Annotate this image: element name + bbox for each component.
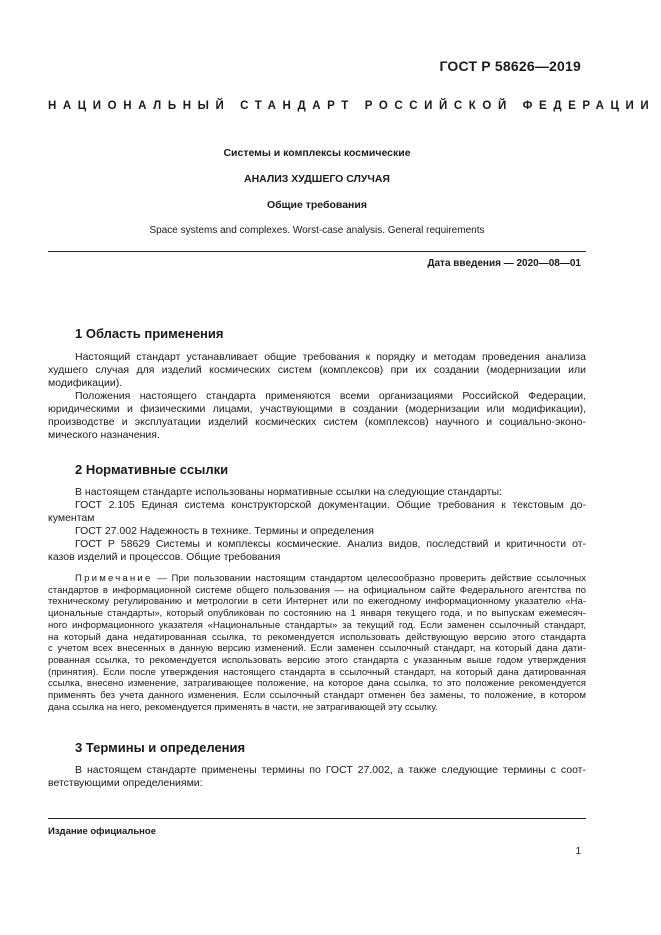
document-code: ГОСТ Р 58626—2019 bbox=[439, 58, 581, 74]
text-line: применять без учета данного изменения. Если ссылочный стандарт отменен без замены, то положение, в котором bbox=[48, 690, 586, 702]
reference-gost-2-105: ГОСТ 2.105 Единая система конструкторской документации. Общие требования к текстовым до- bbox=[75, 498, 586, 511]
introduction-date: Дата введения — 2020—08—01 bbox=[427, 258, 581, 269]
text-line: дана ссылка на него, рекомендуется применять в части, не затрагивающей эту ссылку. bbox=[48, 701, 438, 713]
text-line: с учетом всех внесенных в данную версию изменений. Если заменен ссылочный стандарт, на который дана дати- bbox=[48, 643, 586, 655]
text-line: В настоящем стандарте использованы нормативные ссылки на следующие стандарты: bbox=[75, 486, 502, 498]
note-label: Примечание bbox=[75, 573, 153, 584]
text-line: кументам bbox=[48, 511, 95, 524]
title-subject: Системы и комплексы космические bbox=[223, 147, 411, 159]
title-english: Space systems and complexes. Worst-case analysis. General requirements bbox=[149, 225, 485, 236]
official-edition-label: Издание официальное bbox=[48, 826, 156, 837]
section-2-references bbox=[48, 486, 586, 563]
reference-gost-27-002: ГОСТ 27.002 Надежность в технике. Термины и определения bbox=[75, 524, 374, 537]
footer-divider bbox=[48, 818, 586, 819]
text-line: рованная ссылка, то рекомендуется использовать версию этого стандарта с указанным выше годом утверждения bbox=[48, 654, 586, 666]
note-first-line bbox=[48, 573, 586, 585]
section-1-heading: 1 Область применения bbox=[75, 326, 224, 341]
page-number: 1 bbox=[575, 846, 581, 857]
reference-gost-r-58629: ГОСТ Р 58629 Системы и комплексы космические. Анализ видов, последствий и критичности от- bbox=[75, 537, 586, 550]
text-line: казов изделий и процессов. Общие требования bbox=[48, 550, 281, 563]
text-line: Положения настоящего стандарта применяются всеми организациями Российской Федерации, bbox=[75, 390, 586, 402]
text-line: циональные стандарты», который опубликован по состоянию на 1 января текущего года, и по выпускам ежемесяч- bbox=[48, 608, 586, 620]
section-1-paragraph-1 bbox=[48, 351, 586, 390]
text-line: ветствующими определениями: bbox=[48, 776, 203, 789]
text-line: В настоящем стандарте применены термины по ГОСТ 27.002, а также следующие термины с соот- bbox=[75, 764, 586, 776]
section-2-note bbox=[48, 573, 586, 713]
section-1-paragraph-2 bbox=[48, 390, 586, 442]
text-line: стандартов в информационной системе общего пользования — на официальном сайте Федерального агентства по bbox=[48, 584, 586, 596]
note-first-text: — При пользовании настоящим стандартом целесообразно проверить действие ссылочных bbox=[152, 573, 586, 584]
text-line: на который дана недатированная ссылка, то рекомендуется использовать действующую версию этого стандарта bbox=[48, 631, 586, 643]
title-requirements: Общие требования bbox=[267, 199, 367, 211]
text-line: (принятия). Если после утверждения настоящего стандарта в ссылочный стандарт, на который дана датированная bbox=[48, 666, 586, 678]
text-line: ссылка, внесено изменение, затрагивающее положение, на которое дана ссылка, то это положение рекомендуется bbox=[48, 678, 586, 690]
text-line: мического назначения. bbox=[48, 428, 160, 441]
text-line: Настоящий стандарт устанавливает общие требования к порядку и методам проведения анализа bbox=[75, 351, 586, 363]
national-standard-banner: НАЦИОНАЛЬНЫЙ СТАНДАРТ РОССИЙСКОЙ ФЕДЕРАЦИИ bbox=[48, 100, 656, 112]
title-main: АНАЛИЗ ХУДШЕГО СЛУЧАЯ bbox=[244, 173, 390, 185]
section-3-heading: 3 Термины и определения bbox=[75, 740, 246, 755]
text-line: техническому регулированию и метрологии в сети Интернет или по ежегодному информационному указателю «На- bbox=[48, 596, 586, 608]
text-line: худшего случая для изделий космических систем (комплексов) при их создании (модернизации или bbox=[48, 363, 586, 376]
text-line: юридическими и физическими лицами, участвующими в создании (модернизации или модификации), bbox=[48, 402, 586, 415]
text-line: ного информационного указателя «Национальные стандарты» за текущий год. Если заменен ссылочный стандарт, bbox=[48, 619, 586, 631]
text-line: производстве и эксплуатации изделий космических систем (комплексов) научного и социально-эконо- bbox=[48, 415, 586, 428]
section-2-heading: 2 Нормативные ссылки bbox=[75, 462, 229, 477]
section-3-paragraph-1 bbox=[48, 764, 586, 790]
text-line: модификации). bbox=[48, 376, 123, 389]
title-divider bbox=[48, 251, 586, 252]
